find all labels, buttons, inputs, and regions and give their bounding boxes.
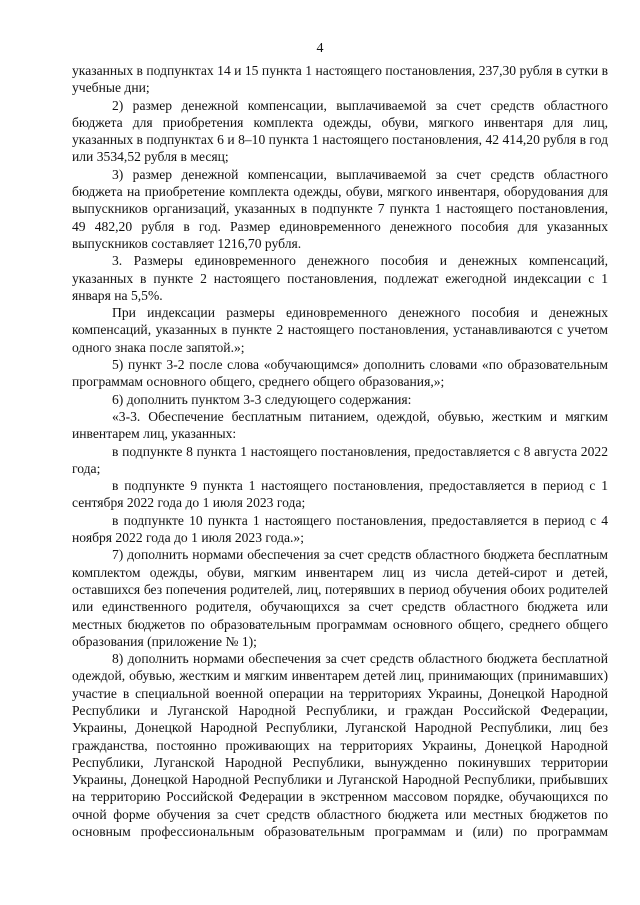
paragraph-point-3-3: «3-3. Обеспечение бесплатным питанием, одеждой, обувью, жестким и мягким инвентарем лиц, указанных: xyxy=(72,408,608,442)
paragraph-item-7: 7) дополнить нормами обеспечения за счет средств областного бюджета бесплатным комплектом одежды, обуви, мягким инвентарем лиц из числа детей-сирот и детей, оставшихся без попечения родителей, лиц, потерявших в период обучения обоих родителей или единственного родителя, обучающихся за счет средств областного бюджета или местных бюджетов по образовательным программам основного общего, среднего общего образования (приложение № 1); xyxy=(72,547,608,649)
document-body xyxy=(72,62,608,840)
paragraph-subpoint-9: в подпункте 9 пункта 1 настоящего постановления, предоставляется в период с 1 сентября 2022 года до 1 июля 2023 года; xyxy=(72,478,608,511)
page-number: 4 xyxy=(316,41,324,56)
paragraph-indexation: При индексации размеры единовременного денежного пособия и денежных компенсаций, указанных в пункте 2 настоящего постановления, устанавливаются с учетом одного знака после запятой.»; xyxy=(72,305,608,355)
paragraph-point-3: 3. Размеры единовременного денежного пособия и денежных компенсаций, указанных в пункте 2 настоящего постановления, подлежат ежегодной индексации с 1 января на 5,5%. xyxy=(72,253,608,303)
paragraph-continuation: указанных в подпунктах 14 и 15 пункта 1 настоящего постановления, 237,30 рубля в сутки в учебные дни; xyxy=(72,63,608,96)
paragraph-item-5: 5) пункт 3-2 после слова «обучающимся» дополнить словами «по образовательным программам основного общего, среднего общего образования,»; xyxy=(72,357,608,390)
paragraph-subpoint-10: в подпункте 10 пункта 1 настоящего постановления, предоставляется в период с 4 ноября 2022 года до 1 июля 2023 года.»; xyxy=(72,512,608,546)
paragraph-item-8: 8) дополнить нормами обеспечения за счет средств областного бюджета бесплатной одеждой, обувью, жестким и мягким инвентарем детей лиц, принимающих (принимавших) участие в специальной военной операции на территориях Украины, Донецкой Народной Республики и Луганской Народной Республики, и граждан Российской Федерации, Украины, Донецкой Народной Республики, Луганской Народной Республики, лиц без гражданства, постоянно проживающих на территориях Украины, Донецкой Народной Республики, Луганской Народной Республики, вынужденно покинувших территории Украины, Донецкой Народной Республики и Луганской Народной Республики, прибывших на территорию Российской Федерации в экстренном массовом порядке, обучающихся по очной форме обучения за счет средств областного бюджета или местных бюджетов по основным профессиональным образовательным программам и (или) по программам xyxy=(72,651,608,840)
paragraph-subpoint-8: в подпункте 8 пункта 1 настоящего постановления, предоставляется с 8 августа 2022 года; xyxy=(72,443,608,476)
paragraph-item-3: 3) размер денежной компенсации, выплачиваемой за счет средств областного бюджета на приобретение комплекта одежды, обуви, мягкого инвентаря, оборудования для выпускников организаций, указанных в подпункте 7 пункта 1 настоящего постановления, 49 482,20 рубля в год. Размер единовременного денежного пособия для указанных выпускников составляет 1216,70 рубля. xyxy=(72,166,608,251)
paragraph-item-2: 2) размер денежной компенсации, выплачиваемой за счет средств областного бюджета для приобретения комплекта одежды, обуви, мягкого инвентаря для лиц, указанных в подпунктах 6 и 8–10 пункта 1 настоящего постановления, 42 414,20 рубля в год или 3534,52 рубля в месяц; xyxy=(72,97,608,165)
paragraph-item-6: 6) дополнить пунктом 3-3 следующего содержания: xyxy=(112,391,412,407)
